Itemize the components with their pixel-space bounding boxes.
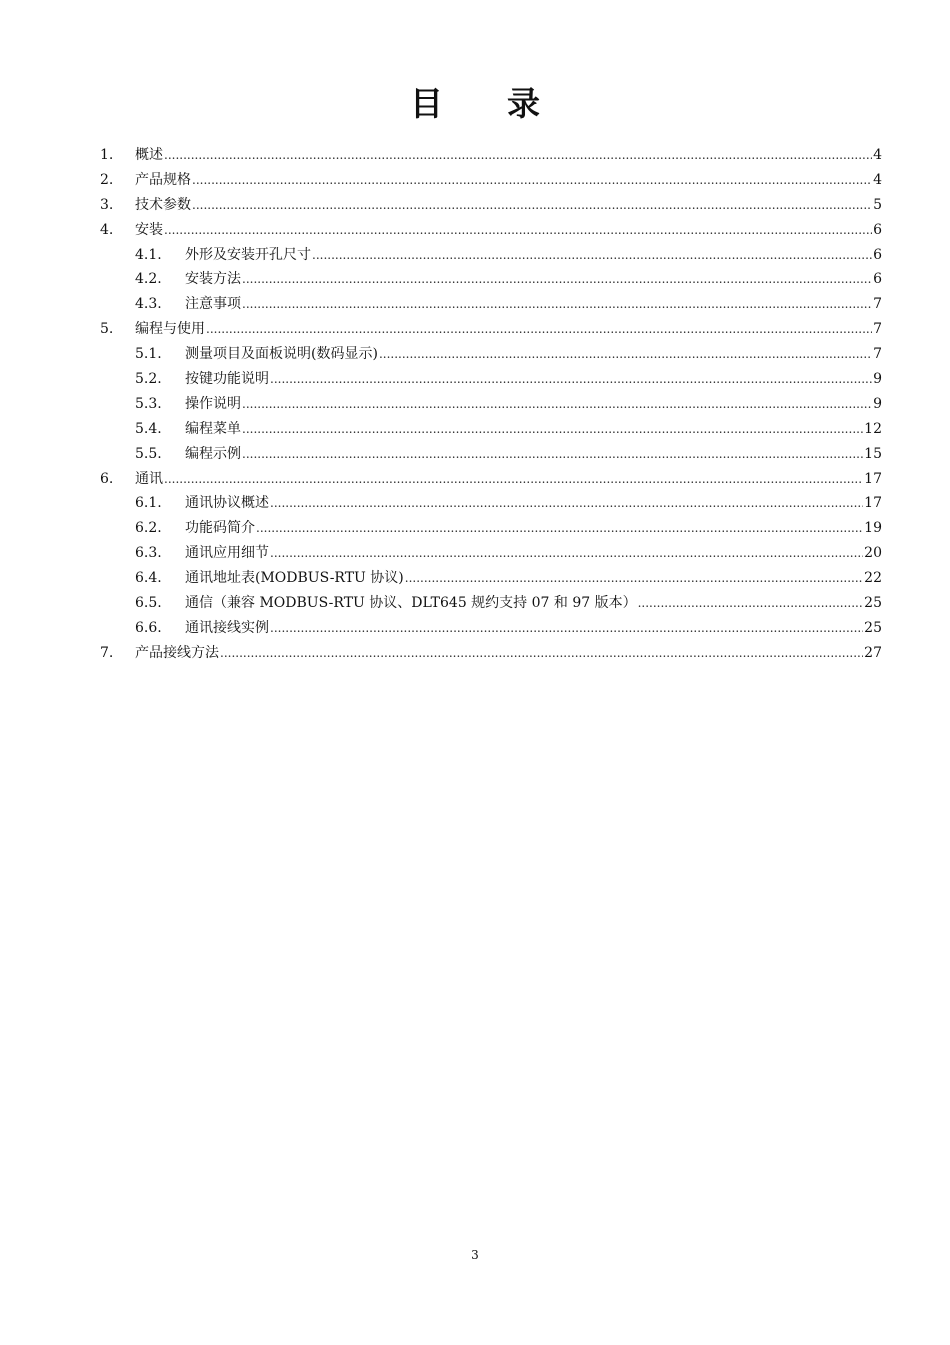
toc-entry-number: 5.2. [135,371,162,388]
dot-leader [405,566,863,591]
toc-subentry[interactable] [100,541,882,566]
toc-entry-number: 6.1. [135,495,162,512]
toc-subentry[interactable] [100,516,882,541]
page-number: 3 [471,1248,479,1262]
toc-entry-page: 6 [873,221,882,238]
toc-entry-page: 4 [873,171,882,188]
toc-entry-title: 外形及安装开孔尺寸 [185,246,311,263]
toc-entry-number: 5.5. [135,445,162,462]
toc-entry-page: 4 [873,147,882,163]
toc-entry-title: 编程示例 [185,445,241,462]
toc-entry-title: 安装 [135,221,163,238]
dot-leader [270,616,863,641]
dot-leader [379,342,872,367]
toc-entry[interactable] [100,218,882,243]
toc-entry[interactable] [100,317,882,342]
toc-subentry[interactable] [100,616,882,641]
toc-entry-number: 1. [100,147,114,163]
toc-entry-title: 按键功能说明 [185,371,269,388]
toc-entry[interactable] [100,641,882,666]
dot-leader [206,317,872,342]
toc-entry-number: 4.1. [135,246,162,263]
toc-entry-title: 通信（兼容 MODBUS-RTU 协议、DLT645 规约支持 07 和 97 版本） [185,595,637,612]
toc-entry-page: 25 [864,619,882,636]
dot-leader [242,292,872,317]
toc-entry-number: 6.5. [135,595,162,612]
toc-entry-page: 6 [873,246,882,263]
toc-entry-page: 25 [864,595,882,612]
toc-entry-title: 概述 [135,147,163,163]
dot-leader [164,143,872,168]
toc-entry-number: 6. [100,470,114,487]
toc-entry-title: 产品规格 [135,171,191,188]
toc-entry-number: 6.6. [135,619,162,636]
toc-entry[interactable] [100,193,882,218]
toc-entry-number: 5. [100,321,114,338]
toc-entry-title: 产品接线方法 [135,644,219,661]
toc-entry-title: 通讯协议概述 [185,495,269,512]
toc-entry-page: 27 [864,644,882,661]
dot-leader [256,516,863,541]
toc-entry-page: 22 [864,570,882,587]
dot-leader [242,442,863,467]
toc-entry-page: 7 [873,296,882,313]
toc-entry-number: 4.2. [135,271,162,288]
toc-subentry[interactable] [100,591,882,616]
dot-leader [164,218,872,243]
dot-leader [270,491,863,516]
toc-entry-page: 20 [864,545,882,562]
dot-leader [270,367,872,392]
toc-subentry[interactable] [100,292,882,317]
toc-entry-title: 注意事项 [185,296,241,313]
toc-entry-title: 功能码简介 [185,520,255,537]
toc-entry-number: 5.4. [135,420,162,437]
dot-leader [270,541,863,566]
toc-entry-page: 15 [864,445,882,462]
toc-entry-title: 通讯地址表(MODBUS-RTU 协议) [185,570,404,587]
toc-subentry[interactable] [100,442,882,467]
toc-entry-title: 通讯 [135,470,163,487]
toc-subentry[interactable] [100,367,882,392]
toc-subentry[interactable] [100,392,882,417]
toc-entry-number: 6.4. [135,570,162,587]
toc-entry-title: 通讯接线实例 [185,619,269,636]
toc-entry-number: 2. [100,171,114,188]
toc-entry-page: 7 [873,346,882,363]
toc-entry[interactable] [100,143,882,168]
page-title: 目录 [410,84,604,123]
toc-entry-page: 9 [873,371,882,388]
toc-entry-number: 4.3. [135,296,162,313]
toc-entry-page: 12 [864,420,882,437]
toc-entry-title: 编程与使用 [135,321,205,338]
toc-entry[interactable] [100,467,882,492]
toc-entry-title: 技术参数 [135,196,191,213]
toc-entry-title: 通讯应用细节 [185,545,269,562]
toc-entry-title: 操作说明 [185,395,241,412]
dot-leader [638,591,864,616]
dot-leader [242,392,872,417]
toc-subentry[interactable] [100,566,882,591]
toc-subentry[interactable] [100,267,882,292]
toc-entry-page: 6 [873,271,882,288]
toc-entry-title: 测量项目及面板说明(数码显示) [185,346,378,363]
toc-subentry[interactable] [100,417,882,442]
toc-entry[interactable] [100,168,882,193]
toc-entry-page: 17 [864,495,882,512]
toc-entry-title: 编程菜单 [185,420,241,437]
table-of-contents [100,143,882,666]
dot-leader [192,193,872,218]
toc-subentry[interactable] [100,491,882,516]
toc-entry-page: 5 [873,196,882,213]
toc-entry-number: 6.2. [135,520,162,537]
toc-entry-number: 5.1. [135,346,162,363]
toc-subentry[interactable] [100,243,882,268]
dot-leader [220,641,863,666]
toc-entry-page: 17 [864,470,882,487]
dot-leader [312,243,872,268]
toc-entry-title: 安装方法 [185,271,241,288]
toc-entry-number: 7. [100,644,114,661]
toc-subentry[interactable] [100,342,882,367]
dot-leader [242,417,863,442]
toc-entry-number: 4. [100,221,114,238]
toc-entry-page: 7 [873,321,882,338]
toc-entry-number: 6.3. [135,545,162,562]
toc-entry-page: 9 [873,395,882,412]
dot-leader [192,168,872,193]
dot-leader [242,267,872,292]
toc-entry-number: 5.3. [135,395,162,412]
toc-entry-number: 3. [100,196,114,213]
toc-entry-page: 19 [864,520,882,537]
dot-leader [164,467,863,492]
